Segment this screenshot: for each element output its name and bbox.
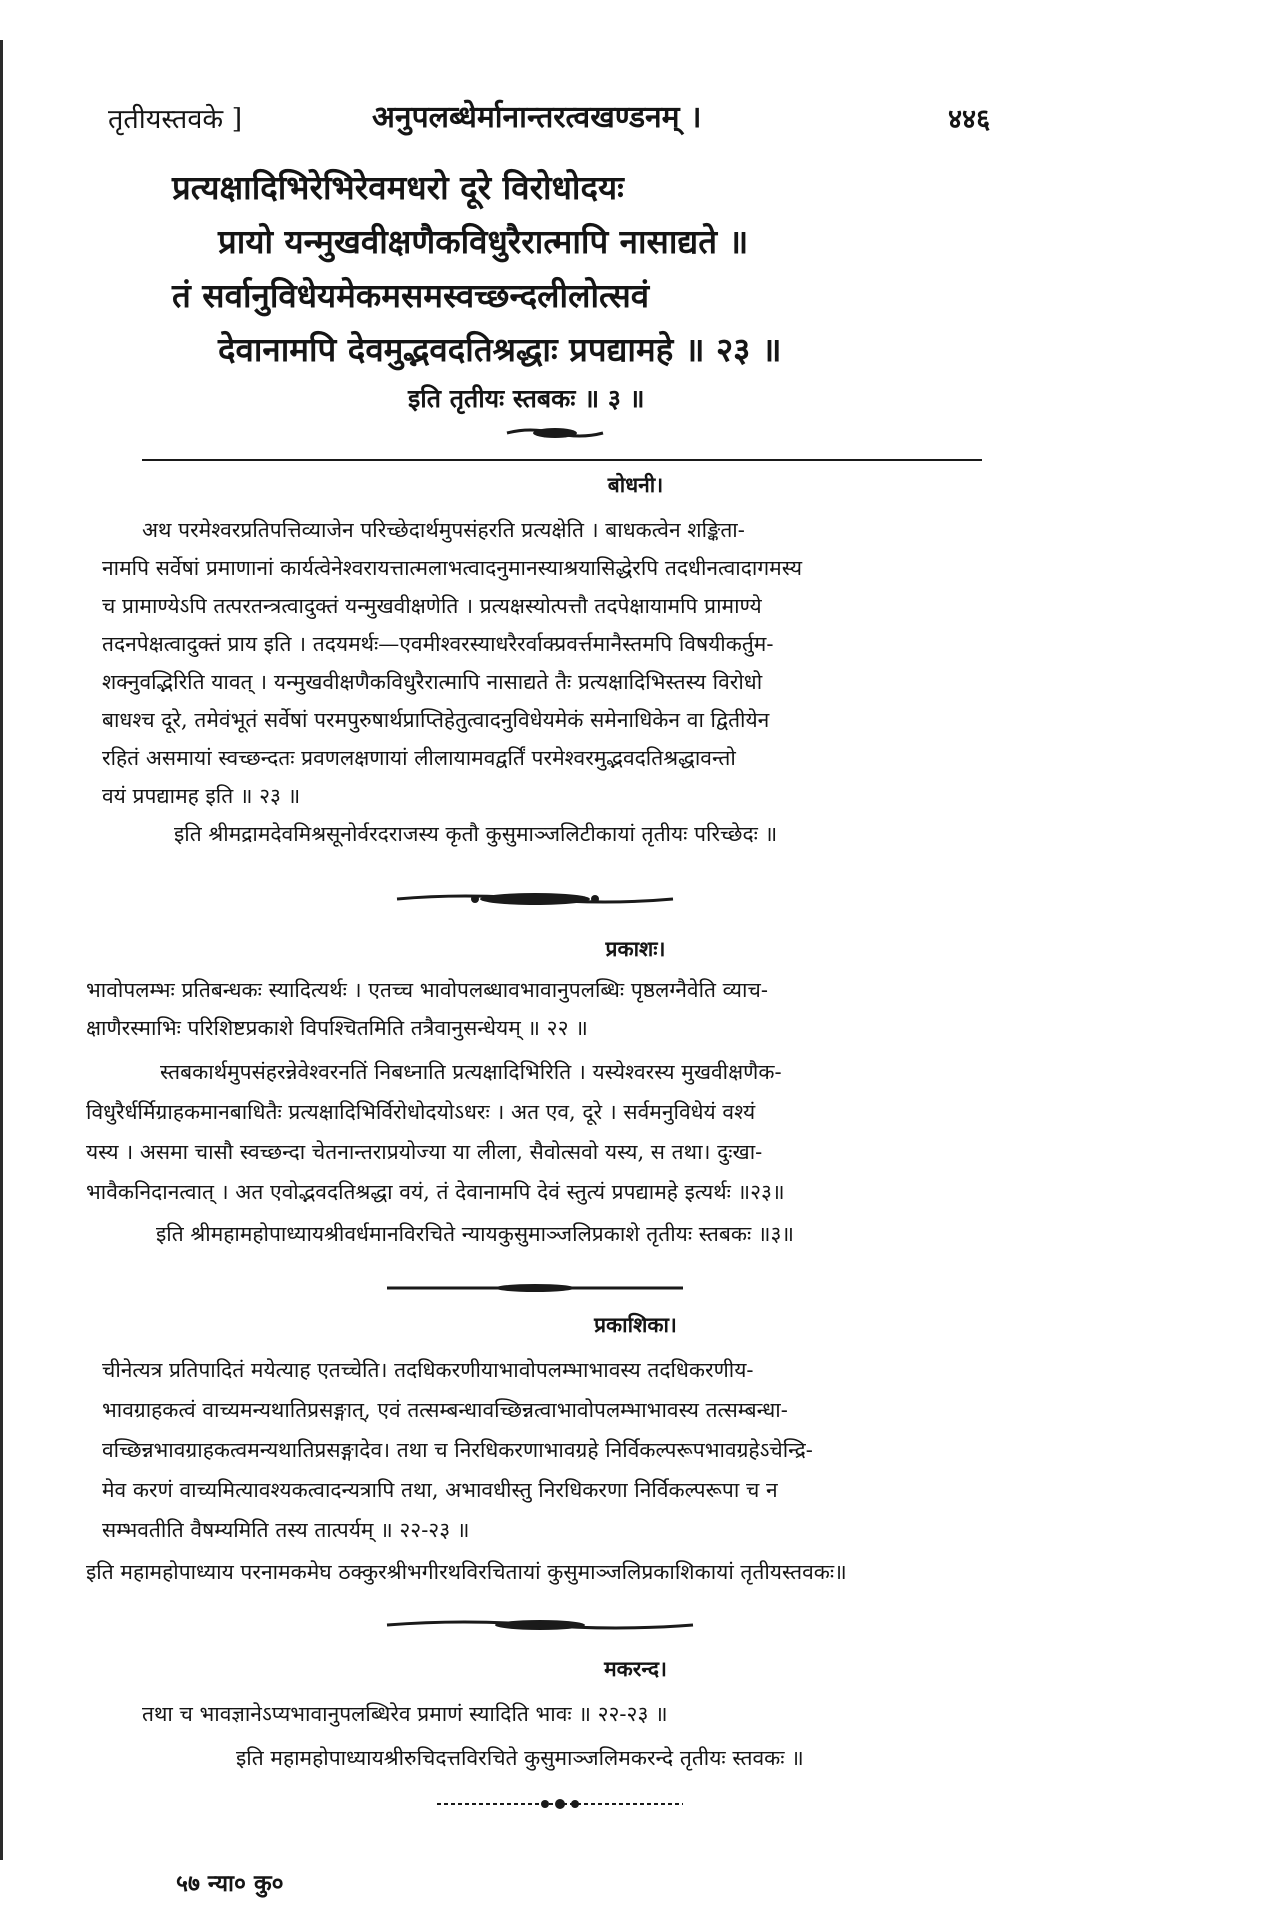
verse-line-4: देवानामपि देवमुद्भवदतिश्रद्धाः प्रपद्यामहे ॥ २३ ॥ [218,330,782,369]
bodhani-ornament [395,890,675,908]
prakashika-line-2: भावग्राहकत्वं वाच्यमन्यथातिप्रसङ्गात्, एवं तत्सम्बन्धावच्छिन्नत्वाभावोपलम्भाभावस्य तत्सम्बन्धा- [102,1398,788,1422]
header-left: तृतीयस्तवके ] [108,104,243,135]
footer-signature: ५७ न्या० कु० [176,1870,284,1897]
page-number: ४४६ [948,104,991,135]
prakasha-line-1: भावोपलम्भः प्रतिबन्धकः स्यादित्यर्थः । एतच्च भावोपलब्धावभावानुपलब्धिः पृष्ठलग्नैवेति व्याच- [86,978,768,1002]
verse-line-3: तं सर्वानुविधेयमेकमसमस्वच्छन्दलीलोत्सवं [172,276,650,315]
prakasha-line-4: विधुरैर्धर्मिग्राहकमानबाधितैः प्रत्यक्षादिभिर्विरोधोदयोऽधरः । अत एव, दूरे । सर्वमनुविधेयं वश्यं [86,1100,756,1124]
section-title-prakasha: प्रकाशः। [605,936,666,961]
bodhani-line-6: बाधश्च दूरे, तमेवंभूतं सर्वेषां परमपुरुषार्थप्राप्तिहेतुत्वादनुविधेयमेकं समेनाधिकेन वा द्वितीयेन [102,708,770,732]
bodhani-line-5: शक्नुवद्भिरिति यावत् । यन्मुखवीक्षणैकविधुरैरात्मापि नासाद्यते तैः प्रत्यक्षादिभिस्तस्य विरोधो [102,670,763,694]
prakashika-ornament [385,1618,695,1632]
bodhani-line-2: नामपि सर्वेषां प्रमाणानां कार्यत्वेनेश्वरायत्तात्मलाभत्वादनुमानस्याश्रयासिद्धेरपि तदधीनत्वादागमस्य [102,556,803,580]
verse-line-1: प्रत्यक्षादिभिरेभिरेवमधरो दूरे विरोधोदयः [172,168,624,207]
prakasha-line-3: स्तबकार्थमुपसंहरन्नेवेश्वरनतिं निबध्नाति प्रत्यक्षादिभिरिति । यस्येश्वरस्य मुखवीक्षणैक- [160,1060,782,1084]
section-title-bodhani: बोधनी। [607,472,664,497]
header-title: अनुपलब्धेर्मानान्तरत्वखण्डनम् । [372,100,702,135]
section-title-prakashika: प्रकाशिका। [594,1312,677,1337]
section-title-makaranda: मकरन्द। [604,1656,667,1681]
prakasha-line-6: भावैकनिदानत्वात् । अत एवोद्भवदतिश्रद्धा वयं, तं देवानामपि देवं स्तुत्यं प्रपद्यामहे इत्यर्थः ॥२३॥ [86,1180,785,1204]
makaranda-line-1: तथा च भावज्ञानेऽप्यभावानुपलब्धिरेव प्रमाणं स्यादिति भावः ॥ २२-२३ ॥ [142,1702,668,1726]
prakashika-line-3: वच्छिन्नभावग्राहकत्वमन्यथातिप्रसङ्गादेव। तथा च निरधिकरणाभावग्रहे निर्विकल्परूपभावग्रहेऽचेन्द्रि- [102,1438,813,1462]
prakashika-line-1: चीनेत्यत्र प्रतिपादितं मयेत्याह एतच्चेति। तदधिकरणीयाभावोपलम्भाभावस्य तदधिकरणीय- [102,1358,754,1382]
bodhani-line-3: च प्रामाण्येऽपि तत्परतन्त्रत्वादुक्तं यन्मुखवीक्षणेति । प्रत्यक्षस्योत्पत्तौ तदपेक्षायामपि प्रामाण्ये [102,594,762,618]
bodhani-line-7: रहितं असमायां स्वच्छन्दतः प्रवणलक्षणायां लीलायामवद्वर्तिं परमेश्वरमुद्भवदतिश्रद्धावन्तो [102,746,736,770]
makaranda-colophon: इति महामहोपाध्यायश्रीरुचिदत्तविरचिते कुसुमाञ्जलिमकरन्दे तृतीयः स्तवकः ॥ [236,1746,804,1770]
verse-colophon: इति तृतीयः स्तबकः ॥ ३ ॥ [408,384,645,413]
bodhani-colophon: इति श्रीमद्रामदेवमिश्रसूनोर्वरदराजस्य कृतौ कुसुमाञ्जलिटीकायां तृतीयः परिच्छेदः ॥ [174,822,778,846]
prakasha-colophon: इति श्रीमहामहोपाध्यायश्रीवर्धमानविरचिते न्यायकुसुमाञ्जलिप्रकाशे तृतीयः स्तबकः ॥३॥ [156,1222,795,1246]
prakashika-line-5: सम्भवतीति वैषम्यमिति तस्य तात्पर्यम् ॥ २२-२३ ॥ [102,1518,470,1542]
verse-ornament [505,426,605,440]
makaranda-ornament [435,1798,685,1810]
bodhani-line-1: अथ परमेश्वरप्रतिपत्तिव्याजेन परिच्छेदार्थमुपसंहरति प्रत्यक्षेति । बाधकत्वेन शङ्किता- [142,518,745,542]
prakasha-line-5: यस्य । असमा चासौ स्वच्छन्दा चेतनान्तराप्रयोज्या या लीला, सैवोत्सवो यस्य, स तथा। दुःखा- [86,1140,763,1164]
prakasha-line-2: क्षाणैरस्माभिः परिशिष्टप्रकाशे विपश्चितमिति तत्रैवानुसन्धेयम् ॥ २२ ॥ [86,1016,588,1040]
verse-line-2: प्रायो यन्मुखवीक्षणैकविधुरैरात्मापि नासाद्यते ॥ [218,222,749,261]
prakashika-line-4: मेव करणं वाच्यमित्यावश्यकत्वादन्यत्रापि तथा, अभावधीस्तु निरधिकरणा निर्विकल्परूपा च न [102,1478,778,1502]
section-divider [142,459,982,461]
prakashika-colophon: इति महामहोपाध्याय परनामकमेघ ठक्कुरश्रीभगीरथविरचितायां कुसुमाञ्जलिप्रकाशिकायां तृतीयस्तवकः॥ [86,1560,847,1584]
bodhani-line-4: तदनपेक्षत्वादुक्तं प्राय इति । तदयमर्थः—एवमीश्वरस्याधरैरर्वाक्प्रवर्त्तमानैस्तमपि विषयीकर्तुम- [102,632,774,656]
prakasha-ornament [385,1282,685,1294]
bodhani-line-8: वयं प्रपद्यामह इति ॥ २३ ॥ [102,784,301,808]
